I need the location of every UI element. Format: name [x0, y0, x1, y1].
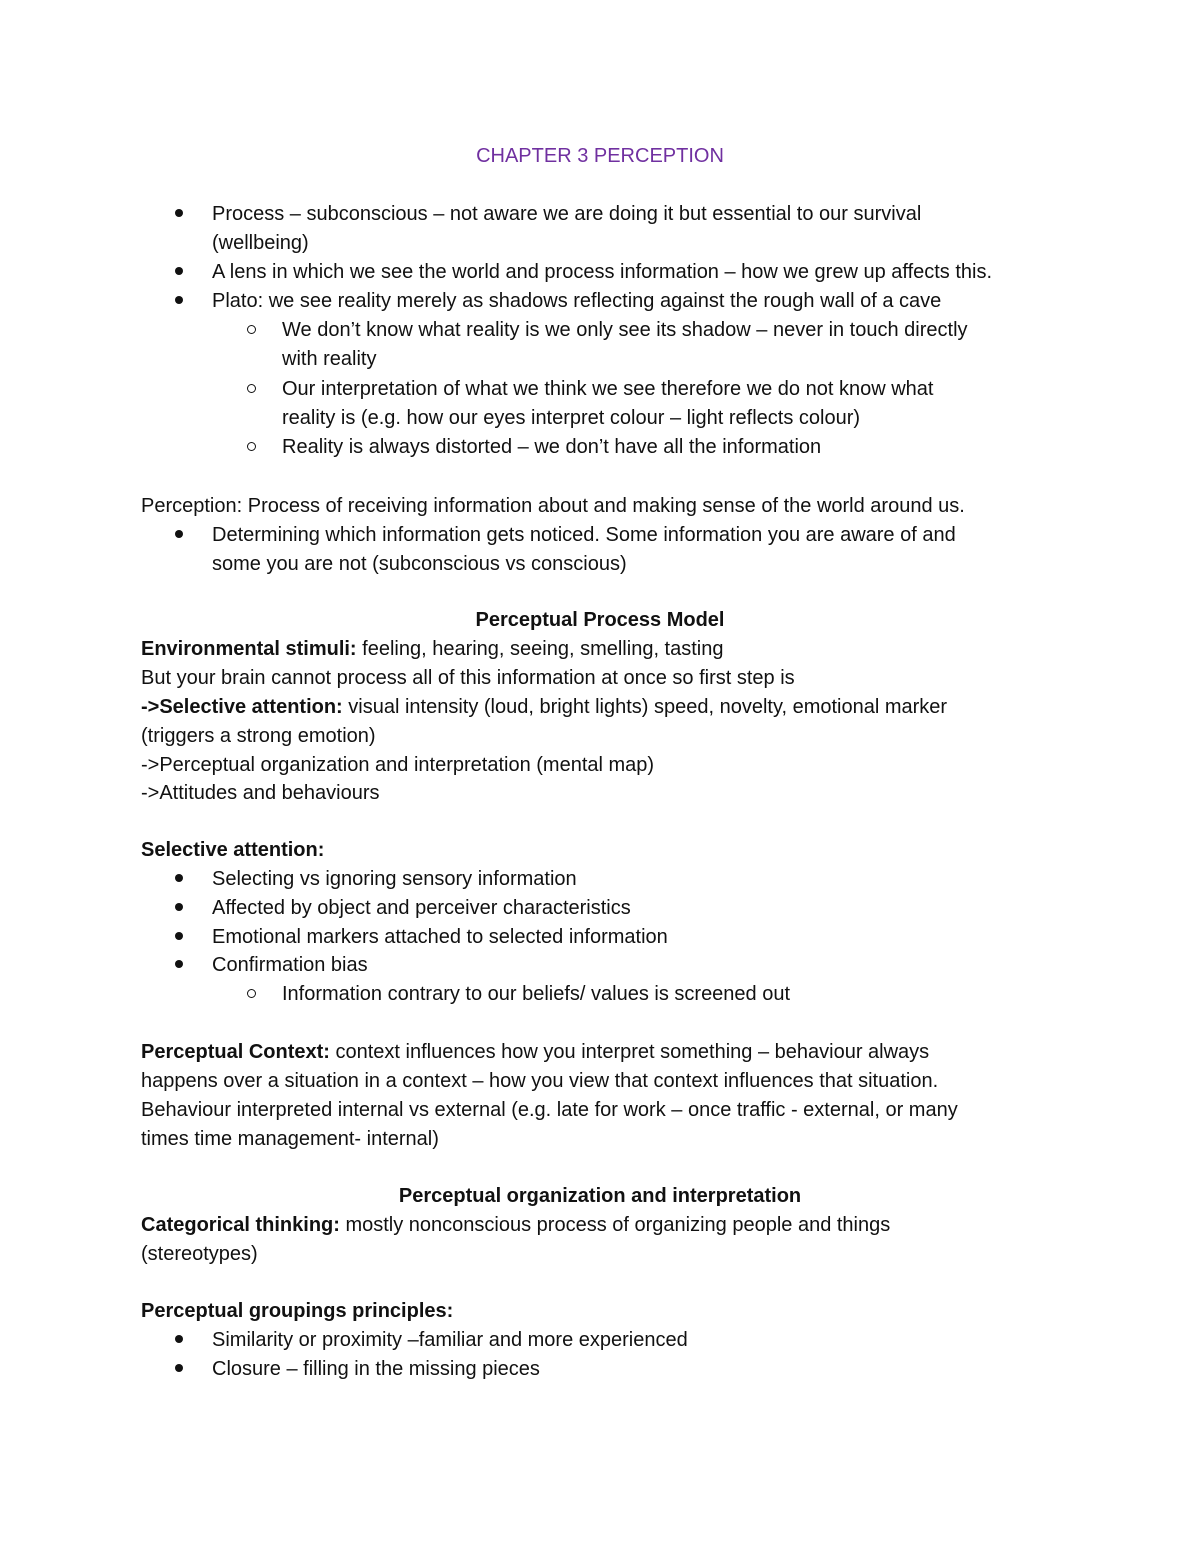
- paragraph-line: ->Attitudes and behaviours: [141, 782, 380, 804]
- bullet-text: Plato: we see reality merely as shadows reflecting against the rough wall of a cave: [212, 290, 942, 312]
- bullet-text: Closure – filling in the missing pieces: [212, 1358, 540, 1380]
- sub-bullet-text: Our interpretation of what we think we see therefore we do not know what: [282, 378, 934, 400]
- paragraph-line: Behaviour interpreted internal vs external (e.g. late for work – once traffic - external, or many: [141, 1099, 958, 1121]
- term-text: mostly nonconscious process of organizing people and things: [339, 1214, 891, 1236]
- paragraph-line: [141, 637, 723, 661]
- term-text: visual intensity (loud, bright lights) speed, novelty, emotional marker: [342, 696, 948, 718]
- term-label: Environmental stimuli:: [141, 638, 357, 660]
- term-label: ->Selective attention:: [141, 696, 343, 718]
- paragraph-line: But your brain cannot process all of this information at once so first step is: [141, 667, 795, 689]
- bullet-text: Process – subconscious – not aware we are doing it but essential to our survival: [212, 203, 922, 225]
- bullet-text: (wellbeing): [212, 232, 309, 254]
- bullet-icon: [175, 530, 183, 538]
- bullet-text: Emotional markers attached to selected information: [212, 926, 668, 948]
- sub-bullet-text: with reality: [282, 348, 377, 370]
- perception-definition: Perception: Process of receiving information about and making sense of the world around us.: [141, 495, 965, 517]
- section-heading: Perceptual organization and interpretation: [398, 1185, 802, 1207]
- paragraph-line: ->Perceptual organization and interpretation (mental map): [141, 754, 655, 776]
- bullet-icon: [175, 296, 183, 304]
- term-label: Perceptual Context:: [141, 1041, 330, 1063]
- sub-bullet-text: Information contrary to our beliefs/ values is screened out: [282, 983, 791, 1005]
- bullet-text: Determining which information gets noticed. Some information you are aware of and: [212, 524, 956, 546]
- bullet-text: Similarity or proximity –familiar and more experienced: [212, 1329, 688, 1351]
- paragraph-line: times time management- internal): [141, 1128, 439, 1150]
- bullet-icon: [175, 1335, 183, 1343]
- section-heading: Perceptual Process Model: [475, 609, 725, 631]
- paragraph-line: (triggers a strong emotion): [141, 725, 376, 747]
- page-title: CHAPTER 3 PERCEPTION: [476, 145, 724, 167]
- section-heading: Perceptual groupings principles:: [141, 1300, 454, 1322]
- sub-bullet-text: reality is (e.g. how our eyes interpret colour – light reflects colour): [282, 407, 861, 429]
- bullet-icon: [175, 1364, 183, 1372]
- section-heading: Selective attention:: [141, 839, 325, 861]
- bullet-text: Selecting vs ignoring sensory information: [212, 868, 577, 890]
- sub-bullet-text: Reality is always distorted – we don’t have all the information: [282, 436, 822, 458]
- term-label: Categorical thinking:: [141, 1214, 340, 1236]
- bullet-text: Confirmation bias: [212, 954, 368, 976]
- circle-bullet-icon: [247, 442, 256, 451]
- bullet-icon: [175, 209, 183, 217]
- bullet-icon: [175, 903, 183, 911]
- term-text: context influences how you interpret something – behaviour always: [329, 1041, 930, 1063]
- bullet-icon: [175, 267, 183, 275]
- paragraph-line: happens over a situation in a context – how you view that context influences that situation.: [141, 1070, 939, 1092]
- sub-bullet-text: We don’t know what reality is we only see its shadow – never in touch directly: [282, 319, 968, 341]
- paragraph-line: (stereotypes): [141, 1243, 258, 1265]
- circle-bullet-icon: [247, 989, 256, 998]
- circle-bullet-icon: [247, 384, 256, 393]
- bullet-icon: [175, 874, 183, 882]
- paragraph-line: [141, 1213, 890, 1237]
- paragraph-line: [141, 1040, 929, 1064]
- paragraph-line: [141, 695, 947, 719]
- circle-bullet-icon: [247, 325, 256, 334]
- bullet-text: Affected by object and perceiver characteristics: [212, 897, 631, 919]
- bullet-text: some you are not (subconscious vs conscious): [212, 553, 627, 575]
- bullet-text: A lens in which we see the world and process information – how we grew up affects this.: [212, 261, 993, 283]
- bullet-icon: [175, 932, 183, 940]
- bullet-icon: [175, 960, 183, 968]
- term-text: feeling, hearing, seeing, smelling, tasting: [356, 638, 724, 660]
